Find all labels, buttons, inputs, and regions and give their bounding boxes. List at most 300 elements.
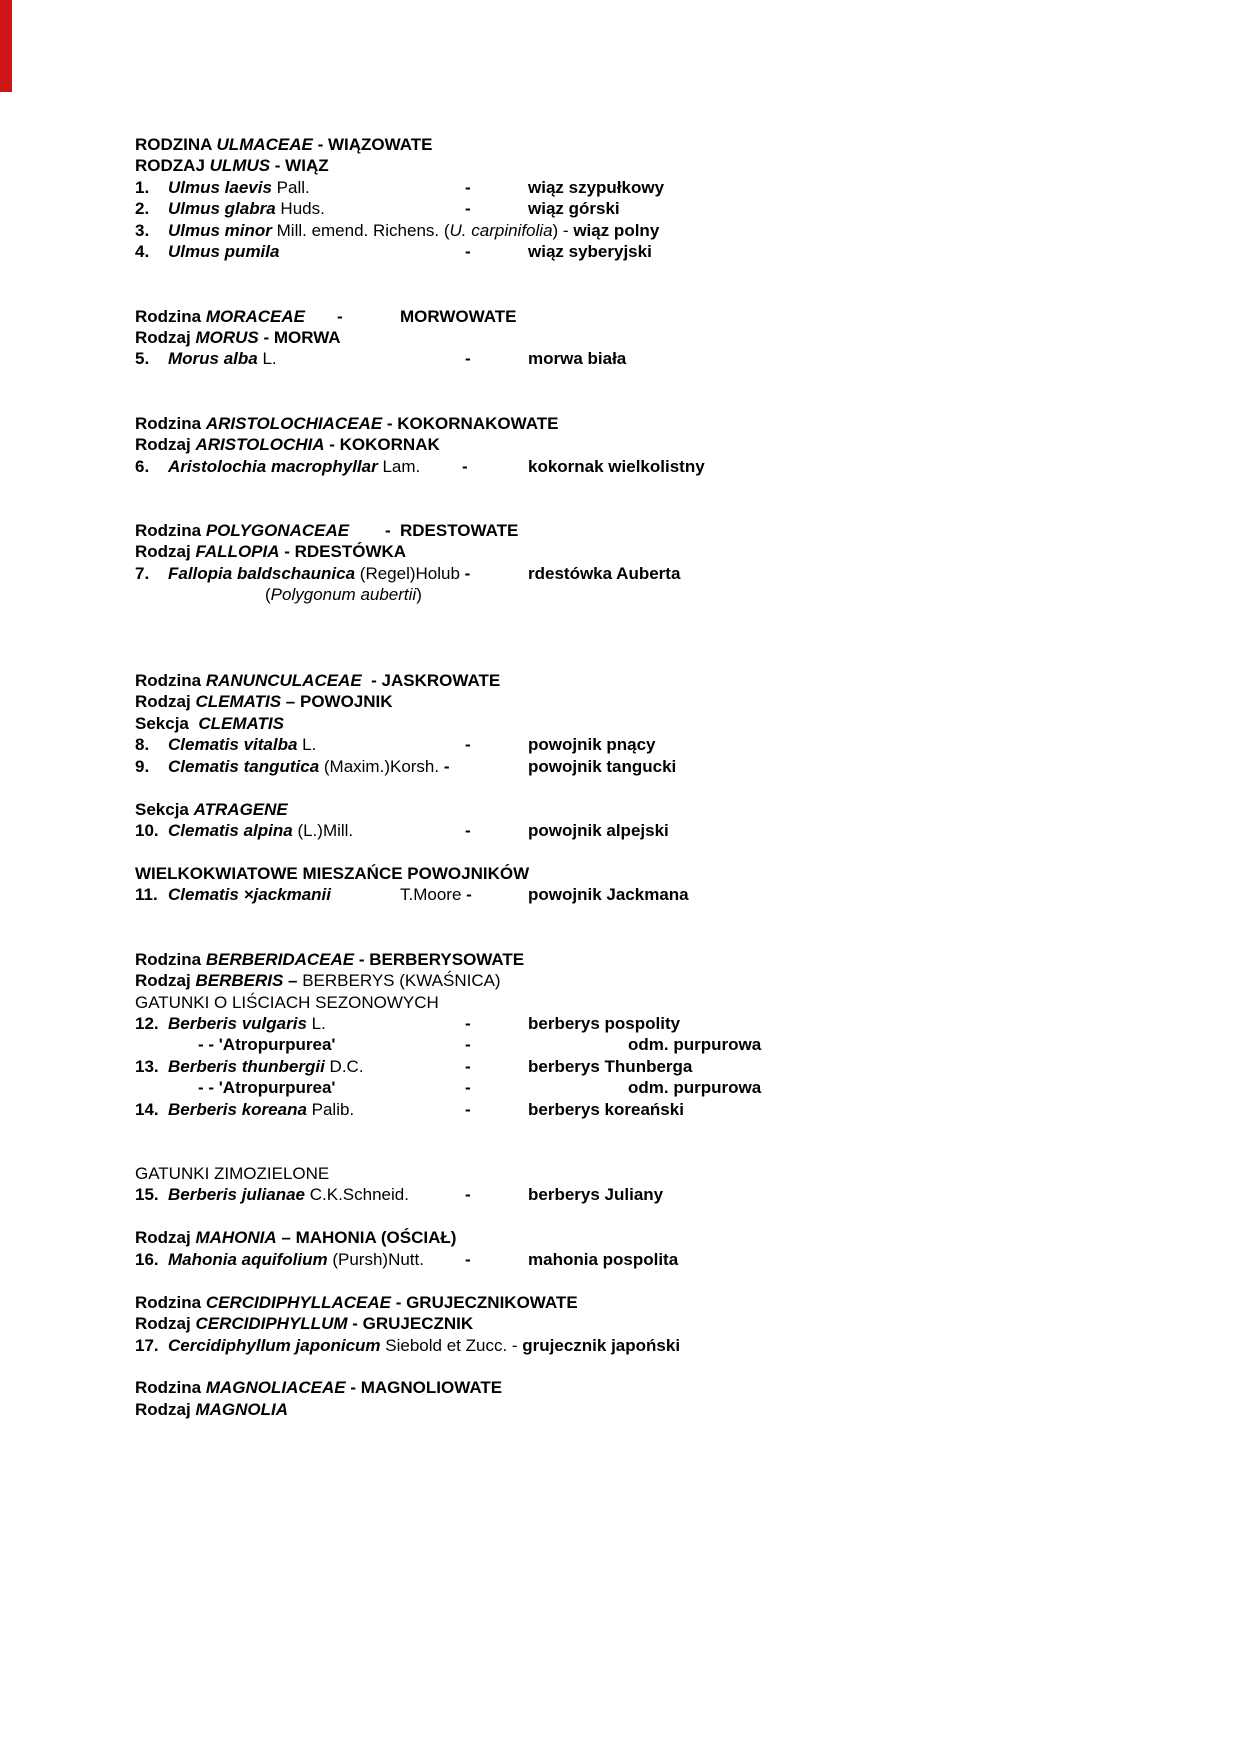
blank-line bbox=[135, 263, 1240, 284]
text-segment: 2. bbox=[135, 199, 150, 219]
text-chunk bbox=[135, 1249, 159, 1270]
text-chunk bbox=[135, 1056, 159, 1077]
text-line bbox=[135, 1227, 1240, 1248]
text-chunk bbox=[400, 520, 518, 541]
text-chunk bbox=[528, 756, 676, 777]
text-line bbox=[135, 520, 1240, 541]
text-segment: Berberis thunbergii bbox=[168, 1056, 325, 1076]
text-segment: Berberis vulgaris bbox=[168, 1013, 307, 1033]
text-chunk bbox=[198, 1034, 335, 1055]
text-segment: Mill. emend. Richens. ( bbox=[271, 220, 450, 240]
text-chunk bbox=[465, 1034, 471, 1055]
text-segment: RODZAJ bbox=[135, 156, 210, 176]
text-segment: MORUS bbox=[195, 327, 259, 347]
text-line bbox=[135, 198, 1240, 219]
blank-line bbox=[135, 1120, 1240, 1141]
text-chunk bbox=[135, 670, 500, 691]
text-segment: Rodzaj bbox=[135, 1314, 196, 1334]
text-chunk bbox=[465, 348, 471, 369]
text-segment: (Maxim.)Korsh. bbox=[319, 756, 444, 776]
text-chunk bbox=[135, 756, 149, 777]
text-chunk bbox=[135, 348, 149, 369]
text-chunk bbox=[198, 1077, 335, 1098]
text-chunk bbox=[265, 584, 422, 605]
text-line bbox=[135, 541, 1240, 562]
text-chunk bbox=[135, 691, 393, 712]
text-chunk bbox=[465, 198, 471, 219]
text-segment: 7. bbox=[135, 563, 150, 583]
text-segment: Rodzina bbox=[135, 306, 206, 326]
text-segment: - KOKORNAKOWATE bbox=[382, 413, 559, 433]
text-segment: - bbox=[464, 563, 471, 583]
text-segment: - RDESTÓWKA bbox=[279, 542, 407, 562]
text-line bbox=[135, 413, 1240, 434]
text-segment: Rodzaj bbox=[135, 327, 196, 347]
text-chunk bbox=[168, 1249, 424, 1270]
text-segment: ( bbox=[265, 585, 271, 605]
text-chunk bbox=[135, 863, 529, 884]
text-line bbox=[135, 734, 1240, 755]
blank-line bbox=[135, 1206, 1240, 1227]
text-line bbox=[135, 1313, 1240, 1334]
blank-line bbox=[135, 906, 1240, 927]
text-line bbox=[135, 220, 1240, 241]
text-segment: Mahonia aquifolium bbox=[168, 1249, 328, 1269]
text-line bbox=[135, 1292, 1240, 1313]
text-segment: L. bbox=[257, 349, 277, 369]
text-chunk bbox=[465, 734, 471, 755]
text-segment: Rodzaj bbox=[135, 971, 196, 991]
text-chunk bbox=[168, 1056, 364, 1077]
text-segment: berberys koreański bbox=[528, 1099, 684, 1119]
text-segment: - bbox=[462, 456, 468, 476]
text-chunk bbox=[528, 1099, 684, 1120]
text-chunk bbox=[528, 348, 626, 369]
text-line bbox=[135, 949, 1240, 970]
text-line bbox=[135, 134, 1240, 155]
text-chunk bbox=[528, 1056, 692, 1077]
text-line bbox=[135, 1099, 1240, 1120]
text-segment: Rodzina bbox=[135, 670, 206, 690]
text-segment: berberys pospolity bbox=[528, 1013, 681, 1033]
text-segment: Clematis ×jackmanii bbox=[168, 885, 332, 905]
text-chunk bbox=[135, 1227, 456, 1248]
text-segment: BERBERIDACEAE bbox=[205, 949, 355, 969]
text-chunk bbox=[135, 1399, 288, 1420]
text-segment: Sekcja bbox=[135, 799, 194, 819]
text-chunk bbox=[135, 1163, 329, 1184]
text-chunk bbox=[168, 1335, 680, 1356]
text-segment: Sekcja bbox=[135, 713, 199, 733]
text-chunk bbox=[168, 734, 316, 755]
text-chunk bbox=[168, 1013, 326, 1034]
text-segment: Rodzaj bbox=[135, 692, 196, 712]
text-segment: - bbox=[465, 1056, 471, 1076]
text-segment: odm. purpurowa bbox=[628, 1078, 762, 1098]
text-segment: CLEMATIS bbox=[195, 692, 282, 712]
text-segment: (L.)Mill. bbox=[292, 821, 354, 840]
text-segment: - bbox=[465, 1099, 471, 1119]
text-chunk bbox=[168, 756, 450, 777]
text-line bbox=[135, 820, 1240, 841]
text-segment: - MORWA bbox=[258, 327, 341, 347]
text-segment: 3. bbox=[135, 220, 150, 240]
blank-line bbox=[135, 1356, 1240, 1377]
text-segment: powojnik tangucki bbox=[528, 756, 677, 776]
text-segment: - bbox=[465, 821, 471, 840]
text-chunk bbox=[528, 1013, 680, 1034]
text-segment: 13. bbox=[135, 1056, 159, 1076]
text-segment: Berberis koreana bbox=[168, 1099, 307, 1119]
text-chunk bbox=[135, 820, 159, 841]
text-segment: rdestówka Auberta bbox=[528, 563, 681, 583]
text-segment: Ulmus minor bbox=[168, 220, 272, 240]
text-chunk bbox=[528, 563, 680, 584]
text-line bbox=[135, 691, 1240, 712]
text-segment: - bbox=[443, 756, 450, 776]
text-segment: GATUNKI O LIŚCIACH SEZONOWYCH bbox=[135, 992, 439, 1012]
text-segment: - MAGNOLIOWATE bbox=[345, 1378, 503, 1398]
text-segment: (Regel)Holub bbox=[355, 563, 465, 583]
text-chunk bbox=[628, 1077, 761, 1098]
text-chunk bbox=[168, 177, 310, 198]
text-segment: ) - bbox=[552, 220, 574, 240]
blank-line bbox=[135, 841, 1240, 862]
text-chunk bbox=[462, 456, 468, 477]
page-corner-marker bbox=[0, 0, 12, 92]
text-segment: MAHONIA bbox=[195, 1228, 277, 1248]
text-chunk bbox=[528, 198, 620, 219]
text-chunk bbox=[168, 884, 331, 905]
text-line bbox=[135, 713, 1240, 734]
text-segment: CLEMATIS bbox=[198, 713, 284, 733]
text-segment: 16. bbox=[135, 1249, 159, 1269]
text-chunk bbox=[135, 327, 341, 348]
text-chunk bbox=[135, 434, 440, 455]
text-segment: - bbox=[465, 1013, 471, 1033]
text-segment: - bbox=[465, 735, 471, 755]
text-segment: ARISTOLOCHIA bbox=[195, 435, 325, 455]
text-segment: - bbox=[385, 520, 391, 540]
text-segment: MORACEAE bbox=[205, 306, 306, 326]
text-segment: Rodzaj bbox=[135, 542, 196, 562]
text-segment: WIELKOKWIATOWE MIESZAŃCE POWOJNIKÓW bbox=[135, 863, 530, 883]
text-segment: 12. bbox=[135, 1013, 159, 1033]
text-segment: powojnik alpejski bbox=[528, 821, 669, 840]
text-chunk bbox=[528, 820, 669, 841]
text-chunk bbox=[528, 456, 705, 477]
blank-line bbox=[135, 627, 1240, 648]
text-segment: 5. bbox=[135, 349, 150, 369]
text-segment: MAGNOLIA bbox=[195, 1399, 288, 1419]
text-segment: - - 'Atropurpurea' bbox=[198, 1035, 336, 1055]
text-segment: - bbox=[465, 1035, 471, 1055]
text-line bbox=[135, 992, 1240, 1013]
text-segment: BERBERYS (KWAŚNICA) bbox=[302, 971, 501, 991]
text-segment: morwa biała bbox=[528, 349, 627, 369]
text-segment: berberys Thunberga bbox=[528, 1056, 693, 1076]
text-chunk bbox=[135, 198, 149, 219]
text-chunk bbox=[135, 1335, 159, 1356]
text-chunk bbox=[135, 1099, 159, 1120]
text-segment: 10. bbox=[135, 821, 159, 840]
text-line bbox=[135, 756, 1240, 777]
text-chunk bbox=[135, 563, 149, 584]
text-segment: wiąz polny bbox=[573, 220, 660, 240]
text-line bbox=[135, 1163, 1240, 1184]
blank-line bbox=[135, 777, 1240, 798]
text-segment: - GRUJECZNIK bbox=[347, 1314, 474, 1334]
text-chunk bbox=[135, 541, 406, 562]
text-chunk bbox=[135, 1013, 159, 1034]
text-chunk bbox=[528, 1184, 663, 1205]
text-chunk bbox=[168, 241, 279, 262]
text-chunk bbox=[528, 884, 689, 905]
text-chunk bbox=[465, 820, 471, 841]
text-segment: Clematis alpina bbox=[168, 821, 293, 840]
text-segment: Huds. bbox=[275, 199, 325, 219]
text-line bbox=[135, 1249, 1240, 1270]
text-segment: - - 'Atropurpurea' bbox=[198, 1078, 336, 1098]
text-segment: mahonia pospolita bbox=[528, 1249, 679, 1269]
text-segment: (Pursh)Nutt. bbox=[327, 1249, 424, 1269]
text-segment: kokornak wielkolistny bbox=[528, 456, 705, 476]
text-segment: Lam. bbox=[377, 456, 421, 476]
text-line bbox=[135, 863, 1240, 884]
text-chunk bbox=[135, 241, 149, 262]
text-chunk bbox=[135, 949, 524, 970]
text-segment: - bbox=[465, 242, 471, 262]
text-chunk bbox=[135, 456, 149, 477]
text-segment: RODZINA bbox=[135, 135, 217, 154]
text-segment: - bbox=[465, 199, 471, 219]
text-segment: 9. bbox=[135, 756, 150, 776]
text-chunk bbox=[465, 1077, 471, 1098]
text-segment: 8. bbox=[135, 735, 150, 755]
text-chunk bbox=[528, 241, 652, 262]
text-chunk bbox=[135, 1292, 578, 1313]
text-line bbox=[135, 1013, 1240, 1034]
text-segment: Clematis vitalba bbox=[168, 735, 298, 755]
text-chunk bbox=[465, 1249, 471, 1270]
text-segment: berberys Juliany bbox=[528, 1185, 664, 1205]
text-segment: RANUNCULACEAE bbox=[205, 670, 362, 690]
text-segment: - bbox=[465, 1249, 471, 1269]
text-line bbox=[135, 327, 1240, 348]
text-segment: grujecznik japoński bbox=[522, 1335, 681, 1355]
text-line bbox=[135, 1377, 1240, 1398]
text-segment: Rodzaj bbox=[135, 435, 196, 455]
blank-line bbox=[135, 1142, 1240, 1163]
text-chunk bbox=[400, 884, 472, 905]
text-chunk bbox=[528, 1249, 678, 1270]
text-segment: Ulmus pumila bbox=[168, 242, 280, 262]
text-segment: Ulmus glabra bbox=[168, 199, 276, 219]
blank-line bbox=[135, 498, 1240, 519]
text-segment: 1. bbox=[135, 177, 150, 197]
text-chunk bbox=[168, 563, 470, 584]
text-segment: powojnik Jackmana bbox=[528, 885, 689, 905]
text-chunk bbox=[168, 1099, 354, 1120]
text-segment: odm. purpurowa bbox=[628, 1035, 762, 1055]
text-line bbox=[135, 1335, 1240, 1356]
text-segment: - bbox=[465, 177, 471, 197]
text-line bbox=[135, 1077, 1240, 1098]
blank-line bbox=[135, 284, 1240, 305]
text-chunk bbox=[135, 134, 432, 155]
text-segment: GATUNKI ZIMOZIELONE bbox=[135, 1164, 330, 1183]
text-chunk bbox=[528, 734, 656, 755]
text-chunk bbox=[400, 306, 516, 327]
text-line bbox=[135, 155, 1240, 176]
text-line bbox=[135, 1399, 1240, 1420]
text-chunk bbox=[385, 520, 391, 541]
text-line bbox=[135, 348, 1240, 369]
text-segment: Palib. bbox=[306, 1099, 355, 1119]
text-chunk bbox=[168, 820, 353, 841]
text-segment: CERCIDIPHYLLACEAE bbox=[205, 1292, 391, 1312]
text-segment: Polygonum aubertii bbox=[270, 585, 417, 605]
text-chunk bbox=[168, 348, 277, 369]
text-segment: ULMACEAE bbox=[216, 135, 313, 154]
text-segment: 15. bbox=[135, 1185, 159, 1205]
text-segment: - JASKROWATE bbox=[361, 670, 501, 690]
text-segment: 17. bbox=[135, 1335, 159, 1355]
text-segment: Rodzina bbox=[135, 1292, 206, 1312]
text-segment: T.Moore bbox=[400, 885, 467, 905]
text-segment: - bbox=[466, 885, 472, 905]
text-segment: wiąz szypułkowy bbox=[528, 177, 665, 197]
text-segment: MAGNOLIACEAE bbox=[205, 1378, 346, 1398]
text-chunk bbox=[135, 992, 439, 1013]
text-line bbox=[135, 306, 1240, 327]
text-chunk bbox=[135, 177, 149, 198]
text-segment: - bbox=[465, 1185, 471, 1205]
text-chunk bbox=[135, 413, 558, 434]
text-chunk bbox=[135, 884, 158, 905]
text-segment: - bbox=[465, 349, 471, 369]
text-chunk bbox=[168, 1184, 409, 1205]
text-segment: Rodzina bbox=[135, 1378, 206, 1398]
blank-line bbox=[135, 477, 1240, 498]
text-segment: ARISTOLOCHIACEAE bbox=[205, 413, 383, 433]
text-line bbox=[135, 1056, 1240, 1077]
text-segment: - WIĄZOWATE bbox=[312, 135, 433, 154]
text-chunk bbox=[465, 241, 471, 262]
text-chunk bbox=[337, 306, 343, 327]
text-chunk bbox=[135, 155, 329, 176]
text-segment: - bbox=[465, 1078, 471, 1098]
text-chunk bbox=[135, 220, 149, 241]
text-chunk bbox=[135, 799, 288, 820]
blank-line bbox=[135, 1270, 1240, 1291]
text-segment: Pall. bbox=[271, 177, 310, 197]
text-segment: - WIĄZ bbox=[270, 156, 329, 176]
text-segment: L. bbox=[306, 1013, 326, 1033]
text-line bbox=[135, 563, 1240, 584]
text-chunk bbox=[168, 198, 325, 219]
text-segment: D.C. bbox=[324, 1056, 364, 1076]
text-segment: RDESTOWATE bbox=[400, 520, 519, 540]
text-chunk bbox=[465, 1013, 471, 1034]
text-chunk bbox=[465, 1056, 471, 1077]
text-line bbox=[135, 670, 1240, 691]
text-segment: - GRUJECZNIKOWATE bbox=[390, 1292, 578, 1312]
text-chunk bbox=[465, 1184, 471, 1205]
text-segment: - BERBERYSOWATE bbox=[354, 949, 525, 969]
text-segment: POLYGONACEAE bbox=[205, 520, 350, 540]
text-chunk bbox=[135, 1184, 159, 1205]
text-line bbox=[135, 970, 1240, 991]
text-segment: wiąz górski bbox=[528, 199, 620, 219]
blank-line bbox=[135, 649, 1240, 670]
text-segment: MORWOWATE bbox=[400, 306, 517, 326]
text-line bbox=[135, 1034, 1240, 1055]
text-segment: Berberis julianae bbox=[168, 1185, 306, 1205]
text-segment: BERBERIS bbox=[195, 971, 284, 991]
blank-line bbox=[135, 927, 1240, 948]
text-chunk bbox=[135, 1313, 473, 1334]
text-segment: 6. bbox=[135, 456, 150, 476]
text-chunk bbox=[465, 1099, 471, 1120]
text-segment: - bbox=[337, 306, 343, 326]
text-segment: Clematis tangutica bbox=[168, 756, 320, 776]
text-segment: L. bbox=[297, 735, 317, 755]
text-segment: 11. bbox=[135, 885, 158, 905]
text-chunk bbox=[465, 177, 471, 198]
text-line bbox=[135, 884, 1240, 905]
text-segment: Rodzina bbox=[135, 413, 206, 433]
text-segment: Siebold et Zucc. - bbox=[380, 1335, 523, 1355]
blank-line bbox=[135, 370, 1240, 391]
text-segment: C.K.Schneid. bbox=[305, 1185, 409, 1205]
text-segment: U. carpinifolia bbox=[449, 220, 553, 240]
text-chunk bbox=[135, 520, 349, 541]
text-segment: powojnik pnący bbox=[528, 735, 656, 755]
text-segment: CERCIDIPHYLLUM bbox=[195, 1314, 348, 1334]
text-segment: ATRAGENE bbox=[193, 799, 288, 819]
text-chunk bbox=[168, 220, 659, 241]
text-segment: wiąz syberyjski bbox=[528, 242, 652, 262]
text-line bbox=[135, 799, 1240, 820]
text-segment: FALLOPIA bbox=[195, 542, 280, 562]
text-segment: Rodzina bbox=[135, 949, 206, 969]
text-segment: Rodzina bbox=[135, 520, 206, 540]
text-segment: – POWOJNIK bbox=[281, 692, 393, 712]
text-segment: Morus alba bbox=[168, 349, 258, 369]
text-segment: Rodzaj bbox=[135, 1399, 196, 1419]
text-chunk bbox=[135, 970, 501, 991]
text-chunk bbox=[628, 1034, 761, 1055]
text-segment: – MAHONIA (OŚCIAŁ) bbox=[276, 1228, 457, 1248]
text-chunk bbox=[135, 713, 284, 734]
text-line bbox=[135, 434, 1240, 455]
text-segment: Cercidiphyllum japonicum bbox=[168, 1335, 381, 1355]
text-line bbox=[135, 241, 1240, 262]
text-segment: – bbox=[283, 971, 303, 991]
text-segment: Aristolochia macrophyllar bbox=[168, 456, 378, 476]
blank-line bbox=[135, 606, 1240, 627]
text-chunk bbox=[135, 1377, 502, 1398]
text-line bbox=[135, 177, 1240, 198]
text-line bbox=[135, 456, 1240, 477]
text-line bbox=[135, 584, 1240, 605]
text-segment: Ulmus laevis bbox=[168, 177, 272, 197]
document-content bbox=[135, 134, 1240, 1754]
text-segment: ) bbox=[416, 585, 422, 605]
text-segment: ULMUS bbox=[209, 156, 271, 176]
text-chunk bbox=[135, 306, 305, 327]
